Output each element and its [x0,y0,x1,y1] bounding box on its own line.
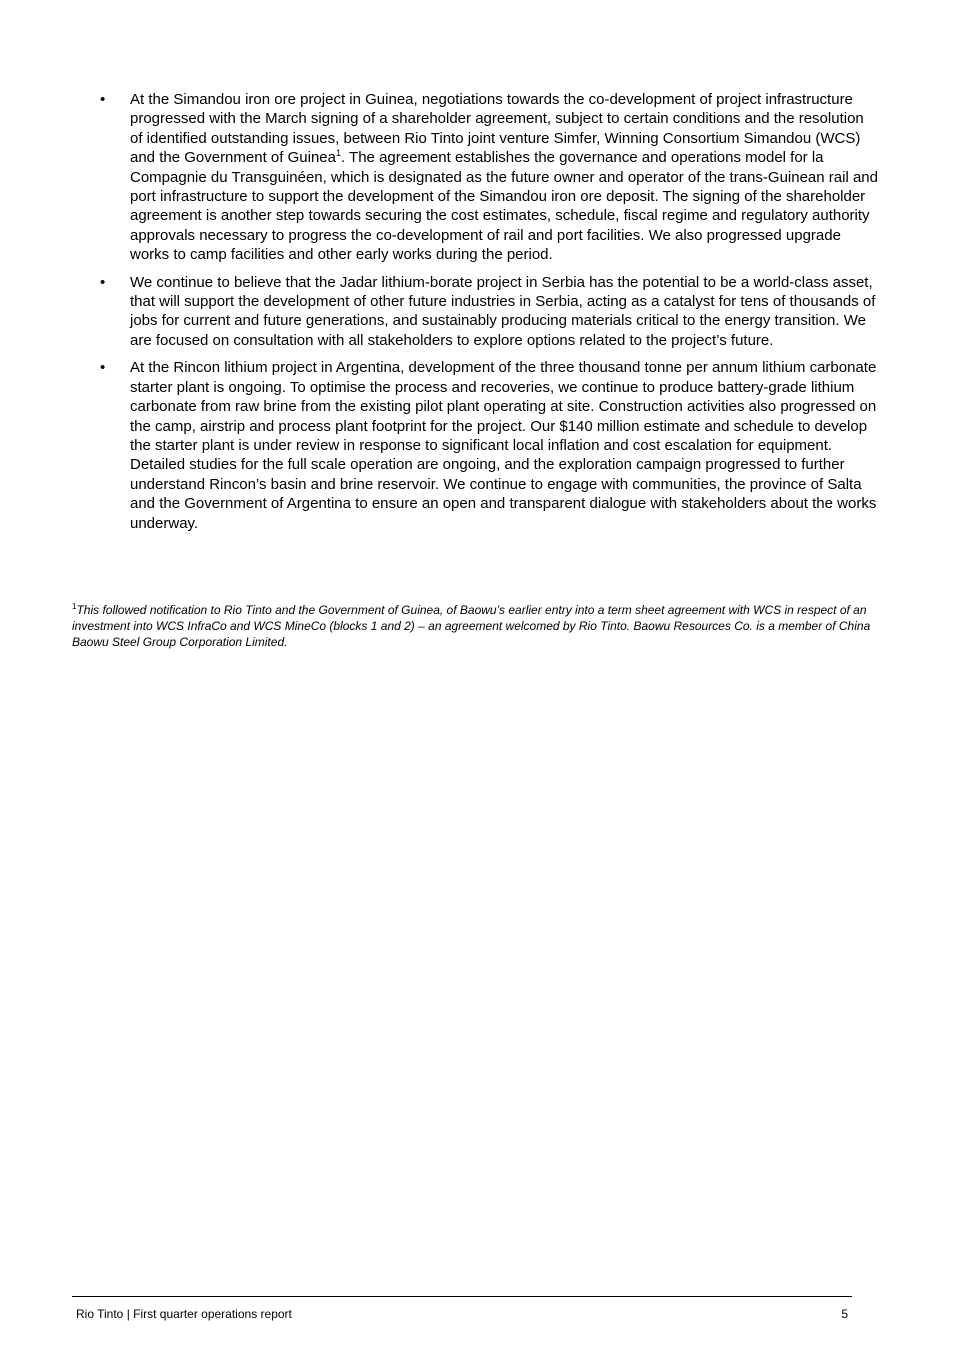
bullet-marker: • [100,359,106,377]
footnote-text: This followed notification to Rio Tinto and the Government of Guinea, of Baowu’s earlier entry into a term sheet agreement with WCS in respect of an investment into WCS InfraCo and WCS MineCo (blocks 1 and 2) – an agreement welcomed by Rio Tinto. Baowu Resources Co. is a member of China Baowu Steel Group Corporation Limited. [72,603,871,649]
footnote-number: 1 [72,602,77,611]
bullet-jadar [100,273,880,351]
footnote-reference: 1 [335,148,341,159]
footer-report-title: Rio Tinto | First quarter operations report [76,1307,292,1321]
bullet-simandou [100,90,880,265]
page-number: 5 [841,1307,848,1321]
bullet-marker: • [100,273,106,291]
footnote [72,602,872,650]
bullet-text-part: . The agreement establishes the governance and operations model for la Compagnie du Transguinéen, which is designated as the future owner and operator of the trans-Guinean rail and port infrastructure to support the development of the Simandou iron ore deposit. The signing of the shareholder agreement is another step towards securing the cost estimates, schedule, fiscal regime and regulatory authority approvals necessary to progress the co-development of rail and port facilities. We also progressed upgrade works to camp facilities and other early works during the period. [130,149,878,264]
bullet-text: At the Rincon lithium project in Argentina, development of the three thousand tonne per annum lithium carbonate starter plant is ongoing. To optimise the process and recoveries, we continue to produce battery-grade lithium carbonate from raw brine from the existing pilot plant operating at site. Construction activities also progressed on the camp, airstrip and process plant footprint for the project. Our $140 million estimate and schedule to develop the starter plant is under review in response to significant local inflation and cost escalation for equipment. Detailed studies for the full scale operation are ongoing, and the exploration campaign progressed to further understand Rincon’s basin and brine reservoir. We continue to engage with communities, the province of Salta and the Government of Argentina to ensure an open and transparent dialogue with stakeholders about the works underway. [130,359,877,532]
bullet-text-part: At the Simandou iron ore project in Guinea, negotiations towards the co-development of project infrastructure progressed with the March signing of a shareholder agreement, subject to certain conditions and the resolution of identified outstanding issues, between Rio Tinto joint venture Simfer, Winning Consortium Simandou (WCS) and the Government of Guinea [130,91,864,167]
bullet-text: We continue to believe that the Jadar lithium-borate project in Serbia has the potential to be a world-class asset, that will support the development of other future industries in Serbia, acting as a catalyst for tens of thousands of jobs for current and future generations, and sustainably producing materials critical to the energy transition. We are focused on consultation with all stakeholders to explore options related to the project’s future. [130,273,876,349]
bullet-marker: • [100,91,106,108]
bullet-rincon [100,358,880,533]
bullet-text [130,91,878,263]
footer-divider [72,1296,852,1297]
bullet-list [100,90,880,541]
